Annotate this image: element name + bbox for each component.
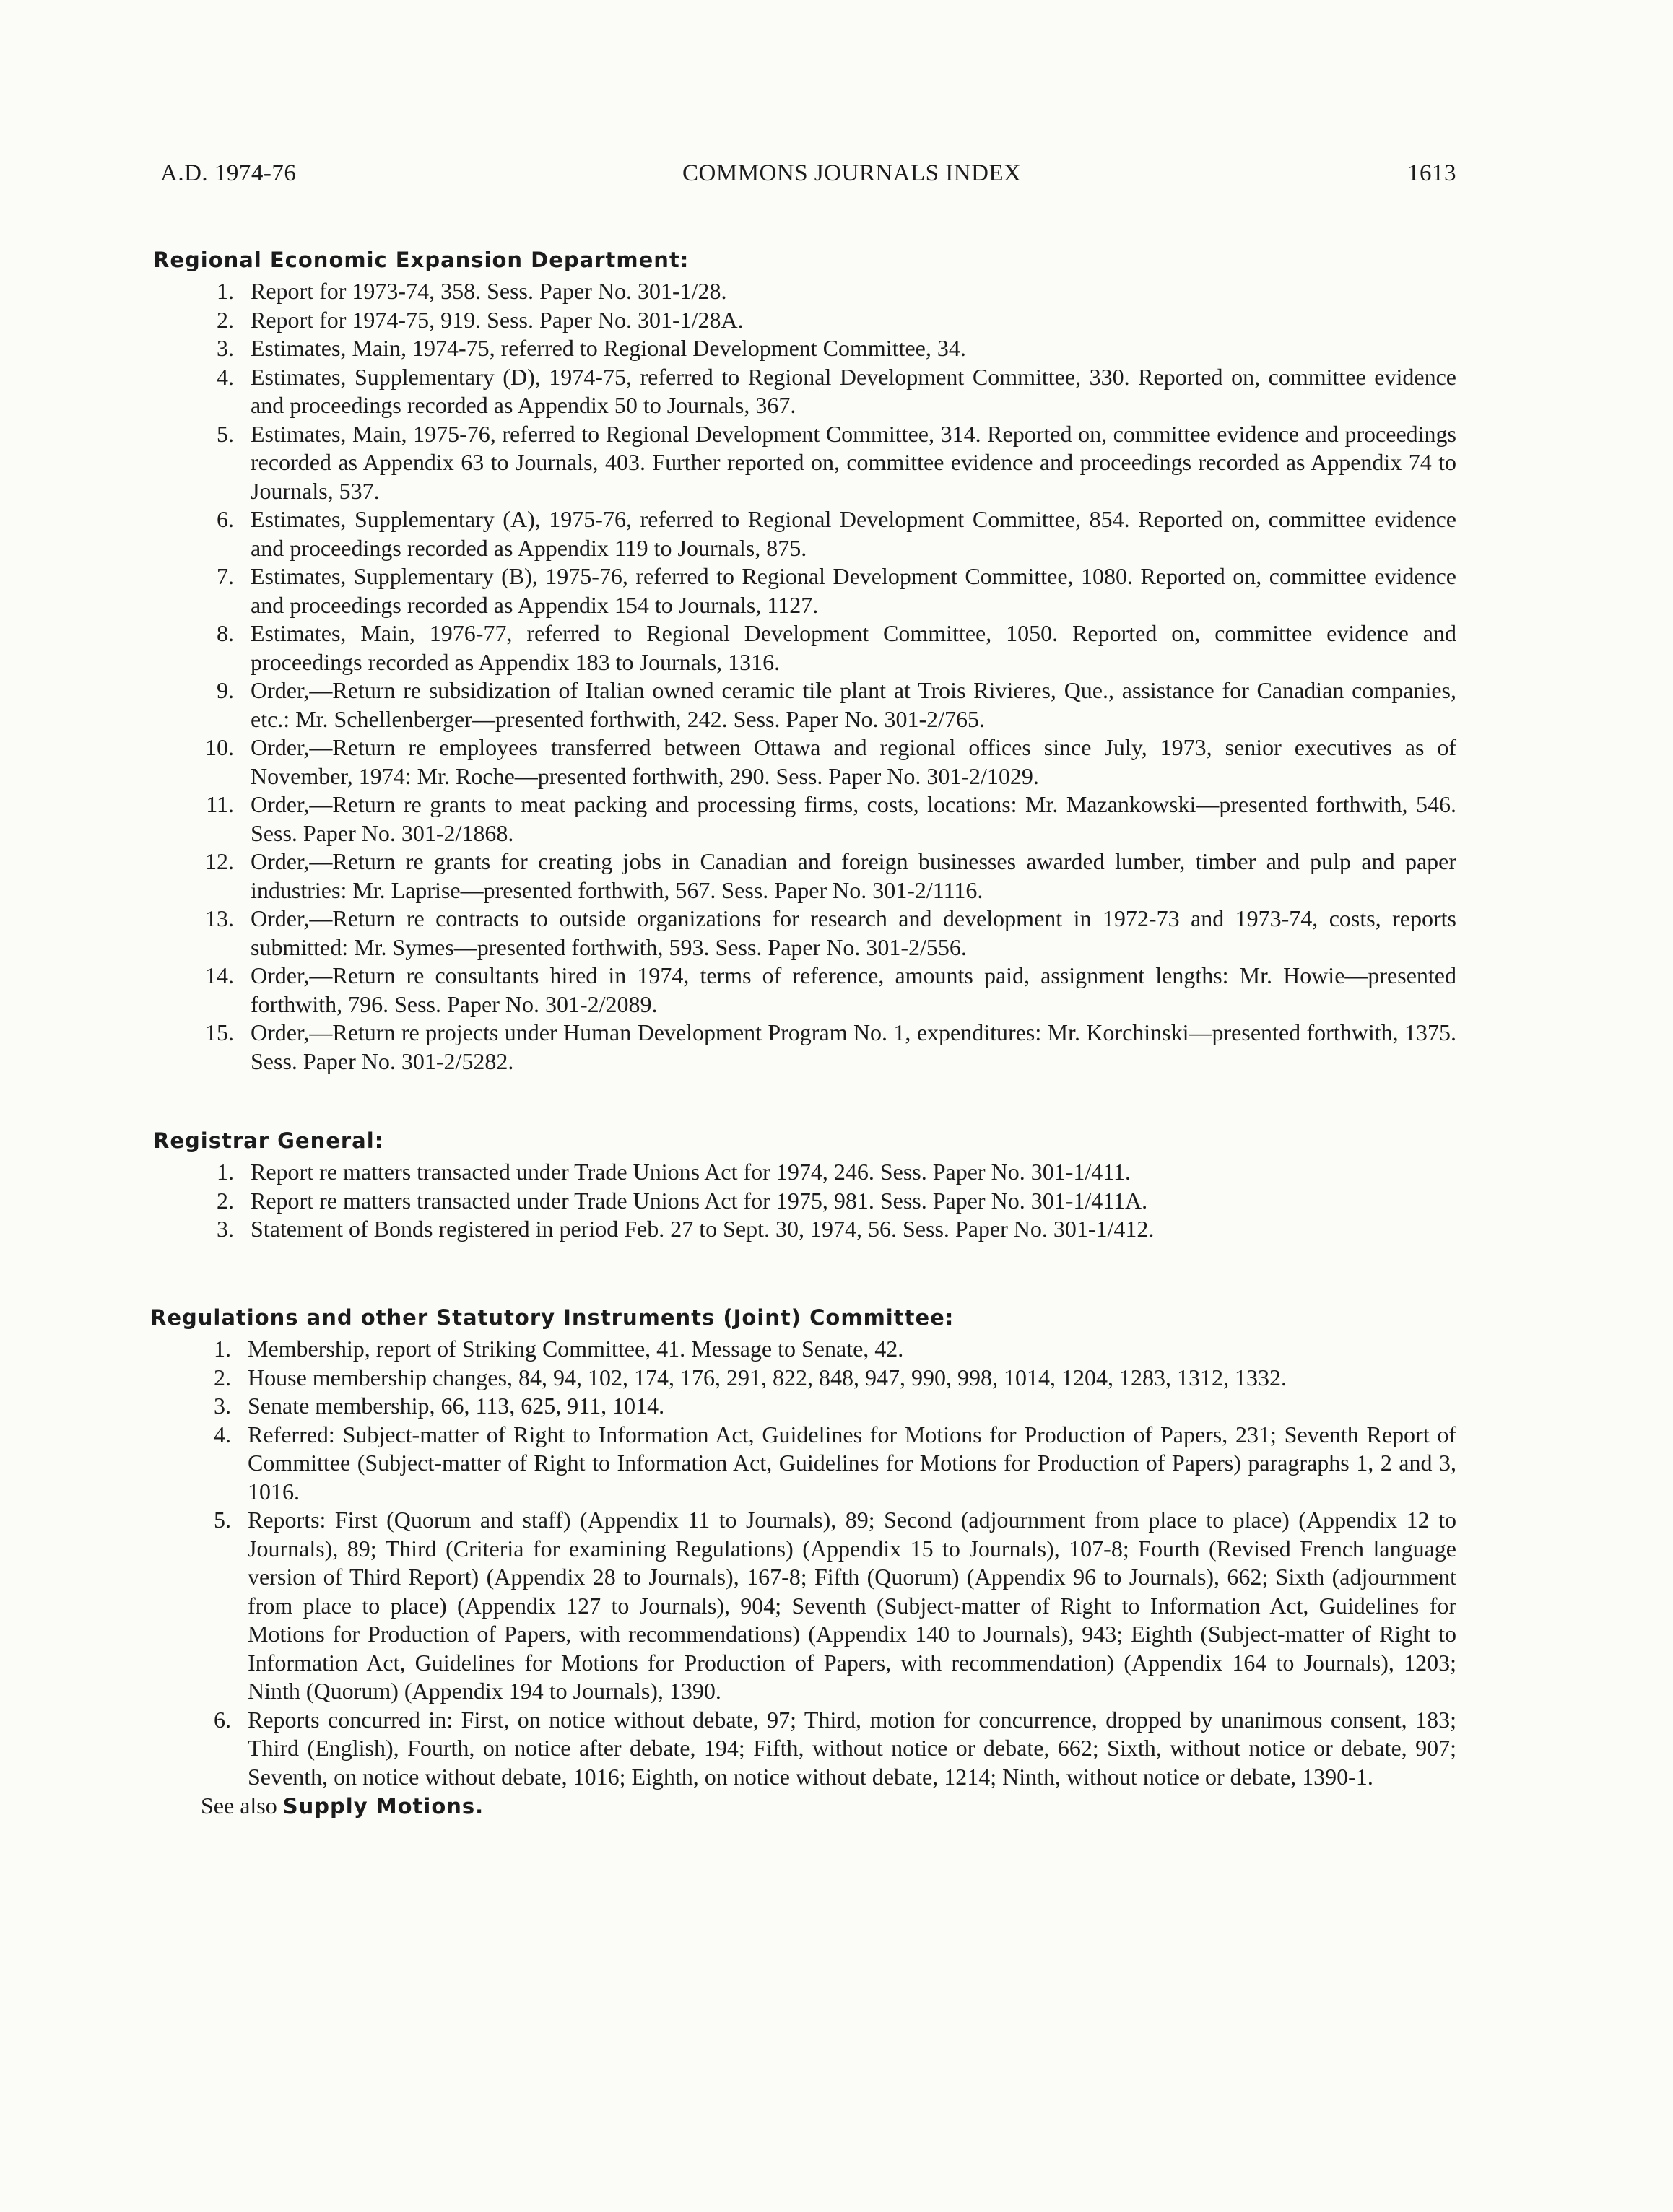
list-item: 2. Report for 1974-75, 919. Sess. Paper No. 301-1/28A.	[217, 306, 744, 333]
see-also-reference: See also Supply Motions.	[201, 1793, 484, 1819]
header-title: COMMONS JOURNALS INDEX	[682, 160, 1022, 186]
list-item: 5. Reports: First (Quorum and staff) (Appendix 11 to Journals), 89; Second (adjournment from place to place) (Appendix 12 to Journals), 89; Third (Criteria for examining Regulations) (Appendix 15 to Journals), 107-8; Fourth (Revised French language version of Third Report) (Appendix 28 to Journals), 167-8; Fifth (Quorum) (Appendix 96 to Journals), 662; Sixth (adjournment from place to place) (Appendix 127 to Journals), 904; Seventh (Subject-matter of Right to Information Act, Guidelines for Motions for Production of Papers, with recommendations) (Appendix 140 to Journals), 943; Eighth (Subject-matter of Right to Information Act, Guidelines for Motions for Production of Papers, with recommendation) (Appendix 164 to Journals), 1203; Ninth (Quorum) (Appendix 194 to Journals), 1390.	[214, 1507, 1456, 1704]
section-regional-economic-expansion	[153, 245, 1456, 1076]
list-item: 1. Report re matters transacted under Trade Unions Act for 1974, 246. Sess. Paper No. 301-1/411.	[217, 1159, 1131, 1185]
list-item: 7. Estimates, Supplementary (B), 1975-76, referred to Regional Development Committee, 1080. Reported on, committee evidence and proceedings recorded as Appendix 154 to Journals, 1127.	[217, 563, 1456, 618]
entry-list	[153, 1158, 1456, 1244]
page-number: 1613	[1407, 160, 1456, 186]
list-item: 10. Order,—Return re employees transferred between Ottawa and regional offices since July, 1973, senior executives as of November, 1974: Mr. Roche—presented forthwith, 290. Sess. Paper No. 301-2/1029.	[205, 734, 1456, 789]
section-registrar-general	[153, 1126, 1456, 1244]
entry-list	[153, 277, 1456, 1076]
list-item: 2. House membership changes, 84, 94, 102, 174, 176, 291, 822, 848, 947, 990, 998, 1014, 1204, 1283, 1312, 1332.	[214, 1364, 1287, 1390]
entry-list	[150, 1335, 1456, 1791]
running-head	[160, 160, 1456, 187]
header-date: A.D. 1974-76	[160, 160, 297, 186]
list-item: 4. Estimates, Supplementary (D), 1974-75, referred to Regional Development Committee, 330. Reported on, committee evidence and proceedings recorded as Appendix 50 to Journals, 367.	[217, 363, 1456, 418]
list-item: 9. Order,—Return re subsidization of Italian owned ceramic tile plant at Trois Rivieres, Que., assistance for Canadian companies, etc.: Mr. Schellenberger—presented forthwith, 242. Sess. Paper No. 301-2/765.	[217, 677, 1456, 732]
list-item: 8. Estimates, Main, 1976-77, referred to Regional Development Committee, 1050. Reported on, committee evidence and proceedings recorded as Appendix 183 to Journals, 1316.	[217, 620, 1456, 675]
list-item: 14. Order,—Return re consultants hired in 1974, terms of reference, amounts paid, assignment lengths: Mr. Howie—presented forthwith, 796. Sess. Paper No. 301-2/2089.	[205, 962, 1456, 1017]
cross-reference-link: Supply Motions.	[282, 1794, 484, 1819]
list-item: 2. Report re matters transacted under Trade Unions Act for 1975, 981. Sess. Paper No. 301-1/411A.	[217, 1187, 1148, 1214]
list-item: 6. Estimates, Supplementary (A), 1975-76, referred to Regional Development Committee, 854. Reported on, committee evidence and proceedings recorded as Appendix 119 to Journals, 875.	[217, 506, 1456, 561]
section-regulations-committee	[150, 1303, 1456, 1821]
list-item: 5. Estimates, Main, 1975-76, referred to Regional Development Committee, 314. Reported on, committee evidence and proceedings recorded as Appendix 63 to Journals, 403. Further reported on, committee evidence and proceedings recorded as Appendix 74 to Journals, 537.	[217, 420, 1456, 504]
list-item: 4. Referred: Subject-matter of Right to Information Act, Guidelines for Motions for Production of Papers, 231; Seventh Report of Committee (Subject-matter of Right to Information Act, Guidelines for Motions for Production of Papers) paragraphs 1, 2 and 3, 1016.	[214, 1421, 1456, 1505]
section-heading: Regional Economic Expansion Department:	[153, 248, 690, 272]
list-item: 15. Order,—Return re projects under Human Development Program No. 1, expenditures: Mr. Korchinski—presented forthwith, 1375. Sess. Paper No. 301-2/5282.	[205, 1019, 1456, 1074]
list-item: 3. Estimates, Main, 1974-75, referred to Regional Development Committee, 34.	[217, 335, 966, 361]
list-item: 11. Order,—Return re grants to meat packing and processing firms, costs, locations: Mr. Mazankowski—presented forthwith, 546. Sess. Paper No. 301-2/1868.	[206, 791, 1456, 846]
section-heading: Registrar General:	[153, 1128, 384, 1153]
list-item: 6. Reports concurred in: First, on notice without debate, 97; Third, motion for concurrence, dropped by unanimous consent, 183; Third (English), Fourth, on notice after debate, 194; Fifth, without notice or debate, 662; Sixth, without notice or debate, 907; Seventh, on notice without debate, 1016; Eighth, on notice without debate, 1214; Ninth, without notice or debate, 1390-1.	[214, 1706, 1456, 1790]
list-item: 1. Membership, report of Striking Committee, 41. Message to Senate, 42.	[214, 1336, 904, 1362]
list-item: 3. Senate membership, 66, 113, 625, 911, 1014.	[214, 1393, 665, 1419]
list-item: 3. Statement of Bonds registered in period Feb. 27 to Sept. 30, 1974, 56. Sess. Paper No. 301-1/412.	[217, 1216, 1155, 1242]
list-item: 12. Order,—Return re grants for creating jobs in Canadian and foreign businesses awarded lumber, timber and pulp and paper industries: Mr. Laprise—presented forthwith, 567. Sess. Paper No. 301-2/1116.	[205, 848, 1456, 903]
list-item: 13. Order,—Return re contracts to outside organizations for research and development in 1972-73 and 1973-74, costs, reports submitted: Mr. Symes—presented forthwith, 593. Sess. Paper No. 301-2/556.	[205, 905, 1456, 960]
list-item: 1. Report for 1973-74, 358. Sess. Paper No. 301-1/28.	[217, 278, 727, 304]
section-heading: Regulations and other Statutory Instruments (Joint) Committee:	[150, 1305, 955, 1330]
